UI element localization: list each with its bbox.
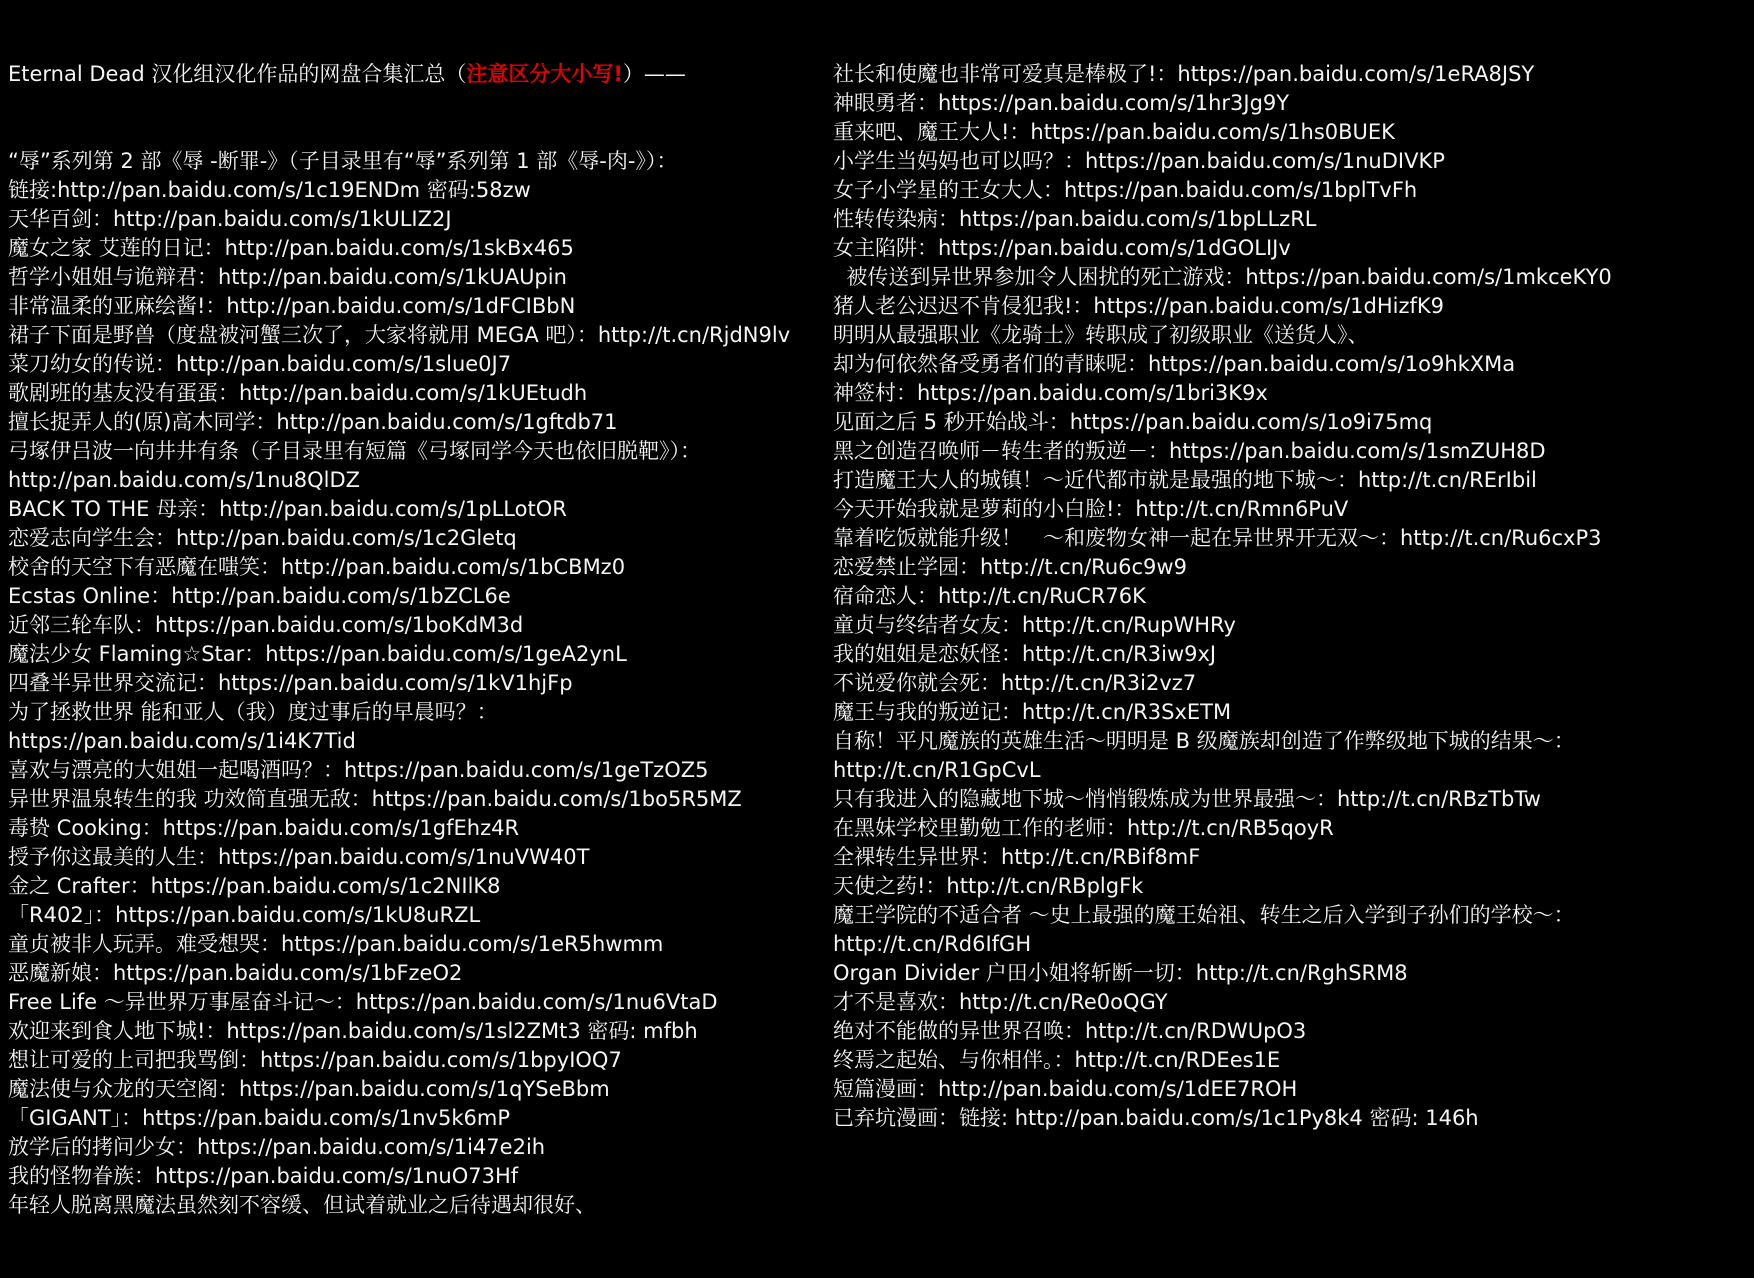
link-line: 黑之创造召唤师－转生者的叛逆－：https://pan.baidu.com/s/1smZUH8D [833,439,1546,463]
link-line: 不说爱你就会死：http://t.cn/R3i2vz7 [833,671,1197,695]
link-line: 魔王学院的不适合者 ～史上最强的魔王始祖、转生之后入学到子孙们的学校～： [833,903,1575,927]
case-sensitive-warning: 注意区分大小写! [466,62,623,86]
link-line: 短篇漫画：http://pan.baidu.com/s/1dEE7ROH [833,1077,1298,1101]
link-line: 神眼勇者：https://pan.baidu.com/s/1hr3Jg9Y [833,91,1290,115]
link-line: 为了拯救世界 能和亚人（我）度过事后的早晨吗？： [8,700,498,724]
header-dash-text: ）—— [622,62,686,86]
link-line: 链接:http://pan.baidu.com/s/1c19ENDm 密码:58zw [8,178,531,202]
link-line: 四叠半异世界交流记：https://pan.baidu.com/s/1kV1hjFp [8,671,573,695]
link-line: 小学生当妈妈也可以吗？：https://pan.baidu.com/s/1nuDIVKP [833,149,1445,173]
link-line: 年轻人脱离黑魔法虽然刻不容缓、但试着就业之后待遇却很好、 [8,1193,596,1217]
link-line: 神签村：https://pan.baidu.com/s/1bri3K9x [833,381,1268,405]
link-line: 天使之药!：http://t.cn/RBplgFk [833,874,1144,898]
link-line: 非常温柔的亚麻绘酱!：http://pan.baidu.com/s/1dFCIBbN [8,294,576,318]
link-line: 我的怪物眷族：https://pan.baidu.com/s/1nuO73Hf [8,1164,519,1188]
link-line: 菜刀幼女的传说：http://pan.baidu.com/s/1slue0J7 [8,352,512,376]
header-line [8,60,790,89]
link-line: 打造魔王大人的城镇！～近代都市就是最强的地下城～：http://t.cn/RErIbil [833,468,1537,492]
link-line: BACK TO THE 母亲：http://pan.baidu.com/s/1pLLotOR [8,497,567,521]
right-column [833,2,1612,1191]
link-line: 哲学小姐姐与诡辩君：http://pan.baidu.com/s/1kUAUpin [8,265,567,289]
link-line: 宿命恋人：http://t.cn/RuCR76K [833,584,1146,608]
link-line: 欢迎来到食人地下城!：https://pan.baidu.com/s/1sl2ZMt3 密码: mfbh [8,1019,698,1043]
link-line: 毒贽 Cooking：https://pan.baidu.com/s/1gfEhz4R [8,816,520,840]
link-line: http://t.cn/R1GpCvL [833,758,1041,782]
link-line: 魔法少女 Flaming☆Star：https://pan.baidu.com/s/1geA2ynL [8,642,627,666]
link-line: 绝对不能做的异世界召唤：http://t.cn/RDWUpO3 [833,1019,1307,1043]
link-line: 擅长捉弄人的(原)高木同学：http://pan.baidu.com/s/1gftdb71 [8,410,618,434]
link-line: “辱”系列第 2 部《辱 -断罪-》（子目录里有“辱”系列第 1 部《辱-肉-》）： [8,149,678,173]
link-line: 明明从最强职业《龙骑士》转职成了初级职业《送货人》、 [833,323,1369,347]
link-line: 恶魔新娘：https://pan.baidu.com/s/1bFzeO2 [8,961,463,985]
right-link-list [833,60,1612,1133]
link-line: 在黑妹学校里勤勉工作的老师：http://t.cn/RB5qoyR [833,816,1334,840]
link-line: 弓塚伊吕波一向井井有条（子目录里有短篇《弓塚同学今天也依旧脱靶》）： [8,439,701,463]
link-line: 自称！平凡魔族的英雄生活～明明是 B 级魔族却创造了作弊级地下城的结果～： [833,729,1575,753]
link-line: 异世界温泉转生的我 功效简直强无敌：https://pan.baidu.com/s/1bo5R5MZ [8,787,742,811]
link-line: 见面之后 5 秒开始战斗：https://pan.baidu.com/s/1o9i75mq [833,410,1433,434]
link-line: 魔法使与众龙的天空阁：https://pan.baidu.com/s/1qYSeBbm [8,1077,610,1101]
link-line: 歌剧班的基友没有蛋蛋：http://pan.baidu.com/s/1kUEtudh [8,381,588,405]
link-line: 魔女之家 艾莲的日记：http://pan.baidu.com/s/1skBx465 [8,236,574,260]
link-line: 社长和使魔也非常可爱真是棒极了!：https://pan.baidu.com/s/1eRA8JSY [833,62,1535,86]
link-line: 终焉之起始、与你相伴。：http://t.cn/RDEes1E [833,1048,1281,1072]
link-line: 猪人老公迟迟不肯侵犯我!：https://pan.baidu.com/s/1dHizfK9 [833,294,1445,318]
link-line: 被传送到异世界参加令人困扰的死亡游戏：https://pan.baidu.com/s/1mkceKY0 [833,265,1612,289]
link-line: 才不是喜欢：http://t.cn/Re0oQGY [833,990,1168,1014]
link-line: 靠着吃饭就能升级！ ～和废物女神一起在异世界开无双～：http://t.cn/Ru6cxP3 [833,526,1602,550]
link-line: 性转传染病：https://pan.baidu.com/s/1bpLLzRL [833,207,1317,231]
header-title-text: Eternal Dead 汉化组汉化作品的网盘合集汇总（ [8,62,467,86]
link-line: 已弃坑漫画：链接: http://pan.baidu.com/s/1c1Py8k4 密码: 146h [833,1106,1479,1130]
link-line: 女主陷阱：https://pan.baidu.com/s/1dGOLIJv [833,236,1291,260]
link-line: 却为何依然备受勇者们的青睐呢：https://pan.baidu.com/s/1o9hkXMa [833,352,1516,376]
link-line: 魔王与我的叛逆记：http://t.cn/R3SxETM [833,700,1232,724]
link-line: 只有我进入的隐藏地下城～悄悄锻炼成为世界最强～：http://t.cn/RBzTbTw [833,787,1541,811]
link-line: 「GIGANT」：https://pan.baidu.com/s/1nv5k6mP [8,1106,510,1130]
link-line: 重来吧、魔王大人!：https://pan.baidu.com/s/1hs0BUEK [833,120,1395,144]
link-line: 今天开始我就是萝莉的小白脸!：http://t.cn/Rmn6PuV [833,497,1349,521]
link-line: 近邻三轮车队：https://pan.baidu.com/s/1boKdM3d [8,613,524,637]
link-line: 裙子下面是野兽（度盘被河蟹三次了，大家将就用 MEGA 吧）：http://t.cn/RjdN9lv [8,323,791,347]
link-line: 恋爱志向学生会：http://pan.baidu.com/s/1c2Gletq [8,526,517,550]
link-line: 童贞被非人玩弄。难受想哭：https://pan.baidu.com/s/1eR5hwmm [8,932,664,956]
link-line: 女子小学星的王女大人：https://pan.baidu.com/s/1bplTvFh [833,178,1418,202]
link-line: https://pan.baidu.com/s/1i4K7Tid [8,729,356,753]
link-line: 放学后的拷问少女：https://pan.baidu.com/s/1i47e2ih [8,1135,546,1159]
link-line: 我的姐姐是恋妖怪：http://t.cn/R3iw9xJ [833,642,1217,666]
link-line: 全裸转生异世界：http://t.cn/RBif8mF [833,845,1201,869]
link-line: Organ Divider 户田小姐将斩断一切：http://t.cn/RghSRM8 [833,961,1408,985]
link-line: 想让可爱的上司把我骂倒：https://pan.baidu.com/s/1bpyIOQ7 [8,1048,622,1072]
link-line: 童贞与终结者女友：http://t.cn/RupWHRy [833,613,1236,637]
link-line: Ecstas Online：http://pan.baidu.com/s/1bZCL6e [8,584,511,608]
link-line: Free Life ～异世界万事屋奋斗记～：https://pan.baidu.com/s/1nu6VtaD [8,990,718,1014]
link-line: 校舍的天空下有恶魔在嗤笑：http://pan.baidu.com/s/1bCBMz0 [8,555,626,579]
link-line: 恋爱禁止学园：http://t.cn/Ru6c9w9 [833,555,1187,579]
link-line: 金之 Crafter：https://pan.baidu.com/s/1c2NIlK8 [8,874,501,898]
link-line: http://pan.baidu.com/s/1nu8QlDZ [8,468,361,492]
link-line: 授予你这最美的人生：https://pan.baidu.com/s/1nuVW40T [8,845,590,869]
link-line: 喜欢与漂亮的大姐姐一起喝酒吗？：https://pan.baidu.com/s/1geTzOZ5 [8,758,709,782]
left-link-list [8,147,790,1220]
link-line: 「R402」：https://pan.baidu.com/s/1kU8uRZL [8,903,481,927]
left-column [8,2,790,1278]
link-line: 天华百剑：http://pan.baidu.com/s/1kULIZ2J [8,207,452,231]
link-line: http://t.cn/Rd6IfGH [833,932,1032,956]
